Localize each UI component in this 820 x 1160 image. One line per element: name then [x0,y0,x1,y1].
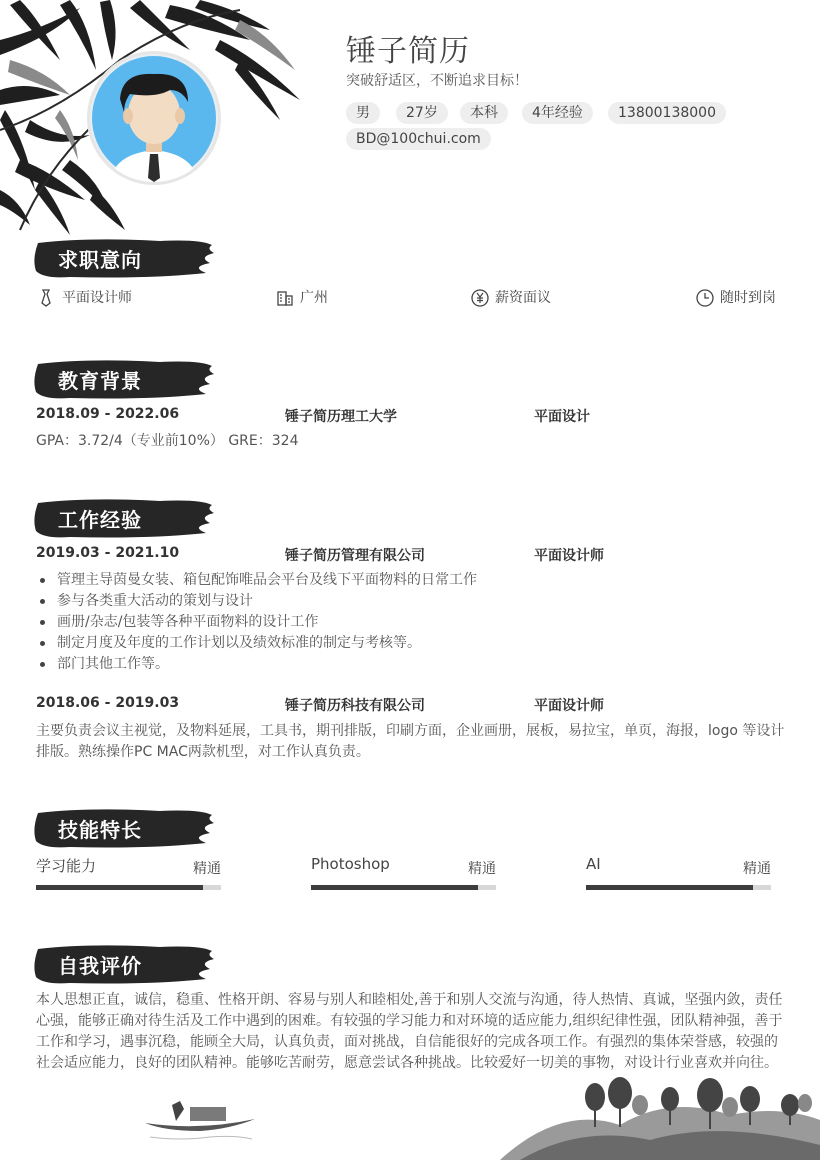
boat-ink-icon [140,1095,260,1145]
section-title: 自我评价 [58,954,142,978]
skill-1-name: 学习能力 [36,857,97,875]
skill-3-fill [586,885,753,890]
work-2-desc-line-1: 主要负责会议主视觉，及物料延展，工具书，期刊排版，印刷方面，企业画册，展板，易拉宝，单页，海报，logo 等设计 [36,723,785,739]
list-item: 管理主导茵曼女装、箱包配饰唯品会平台及线下平面物料的日常工作 [36,570,477,591]
tag-gender: 男 [346,102,380,124]
intent-position-label: 平面设计师 [62,290,132,306]
skill-2-fill [311,885,478,890]
work-1-period: 2019.03 - 2021.10 [36,545,180,561]
resume-name: 锤子简历 [346,34,470,69]
section-header-skills [30,805,220,851]
tag-experience: 4年经验 [522,102,593,124]
work-1-bullets [36,570,477,675]
education-school: 锤子简历理工大学 [285,409,397,425]
yen-icon [471,289,489,307]
skill-3-level: 精通 [743,861,771,877]
skill-2-name: Photoshop [311,855,390,873]
section-header-education [30,356,220,402]
landscape-ink-icon [500,1065,820,1160]
avatar [90,54,218,182]
section-header-intent [30,235,220,281]
list-item: 部门其他工作等。 [36,654,477,675]
building-icon [276,289,294,307]
tag-email: BD@100chui.com [346,128,491,150]
section-title: 求职意向 [58,248,142,272]
intent-salary-label: 薪资面议 [495,290,551,306]
person-avatar-icon [90,54,218,182]
list-item: 制定月度及年度的工作计划以及绩效标准的制定与考核等。 [36,633,477,654]
clock-icon [696,289,714,307]
section-title: 技能特长 [58,818,142,842]
work-2-period: 2018.06 - 2019.03 [36,695,180,711]
skill-2-level: 精通 [468,861,496,877]
work-2-title: 平面设计师 [534,698,604,714]
section-header-work [30,495,220,541]
tag-degree: 本科 [460,102,508,124]
work-2-desc-line-2: 排版。熟练操作PC MAC两款机型，对工作认真负责。 [36,744,370,760]
skill-3-name: AI [586,855,601,873]
intent-availability-label: 随时到岗 [720,290,776,306]
list-item: 参与各类重大活动的策划与设计 [36,591,477,612]
work-2-company: 锤子简历科技有限公司 [285,698,425,714]
skill-2-bar [311,885,496,890]
tag-phone: 13800138000 [608,102,726,124]
education-detail: GPA：3.72/4（专业前10%） GRE：324 [36,433,299,449]
tie-icon [38,289,54,307]
section-header-self [30,941,220,987]
skill-3-bar [586,885,771,890]
intent-city-label: 广州 [300,290,328,306]
work-1-company: 锤子简历管理有限公司 [285,548,425,564]
section-title: 工作经验 [58,508,142,532]
skill-1-fill [36,885,203,890]
education-period: 2018.09 - 2022.06 [36,406,180,422]
list-item: 画册/杂志/包装等各种平面物料的设计工作 [36,612,477,633]
skill-1-level: 精通 [193,861,221,877]
work-1-title: 平面设计师 [534,548,604,564]
section-title: 教育背景 [58,369,142,393]
skill-1-bar [36,885,221,890]
tag-age: 27岁 [396,102,448,124]
self-evaluation-text: 本人思想正直，诚信，稳重、性格开朗、容易与别人和睦相处,善于和别人交流与沟通，待人热情、真诚，坚强内敛，责任心强，能够正确对待生活及工作中遇到的困难。有较强的学习能力和对环境的适应能力,组织纪律性强，团队精神强，善于工作和学习，遇事沉稳，能顾全大局，认真负责，面对挑战，自信能很好的完成各项工作。有强烈的集体荣誉感，较强的社会适应能力，良好的团队精神。能够吃苦耐劳，愿意尝试各种挑战。比较爱好一切美的事物，对设计行业喜欢并向往。 [36,992,783,1071]
education-major: 平面设计 [534,409,590,425]
motto: 突破舒适区，不断追求目标！ [346,73,528,89]
